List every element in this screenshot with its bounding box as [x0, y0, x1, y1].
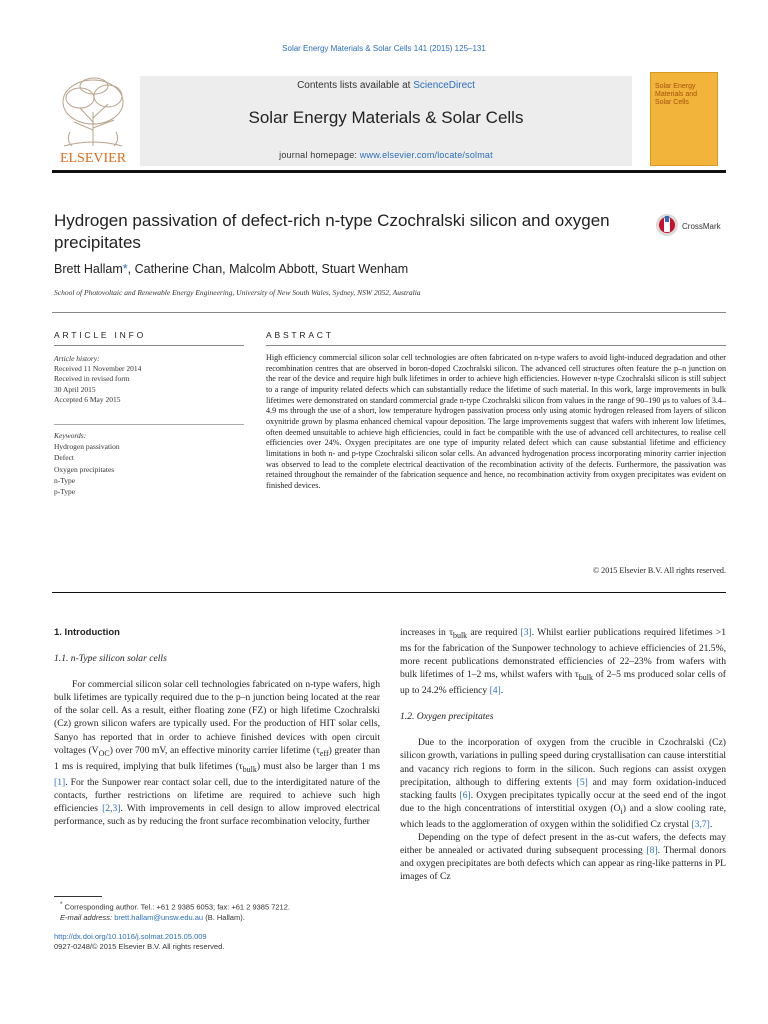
elsevier-logo[interactable]: [50, 72, 136, 168]
author-name[interactable]: Malcolm Abbott: [229, 262, 315, 276]
doi-block: [54, 932, 374, 952]
keyword: n-Type: [54, 475, 76, 485]
corresponding-author-mark[interactable]: *: [122, 262, 128, 276]
reference-link[interactable]: [3]: [520, 627, 532, 638]
publisher-name: ELSEVIER: [59, 151, 127, 166]
reference-link[interactable]: [1]: [54, 776, 66, 788]
text-run: .: [709, 818, 713, 830]
text-run: Due to the incorporation of oxygen from the crucible in Czochralski (Cz) silicon growth, variations in pulling speed during crystallisation can cause interstitial and vacancy rich regions to form in the silicon. Such regions can assist oxygen precipitation, although to differing extents: [400, 737, 726, 788]
email-link[interactable]: brett.hallam@unsw.edu.au: [114, 912, 204, 922]
abstract-text: High efficiency commercial silicon solar cell technologies are often fabricated on n-type wafers to avoid light-induced degradation and other recombination centres that are observed in boron-doped Czochralski silicon. The advanced cell structures often feature the p–n junction on the rear of the device and require high bulk lifetimes in order to achieve high efficiencies. However n-type Czochralski silicon is still subject to a range of impurity related defects which can substantially reduce the lifetime of such material. In this work, large improvements in bulk lifetimes were demonstrated on standard commercial grade n-type Czochralski silicon from values in the range of 90–190 μs to values of 3.4–4.9 ms through the use of a short, low temperature hydrogen passivation process only using atomic hydrogen released from layers of silicon oxynitride grown by plasma enhanced chemical vapour deposition. The large improvements suggest that wafers with inherent low lifetimes, often deemed unsuitable to achieve high efficiencies, could in fact be compatible with the use of advanced cell architectures, to realise cell efficiencies over 24%. Oxygen precipitates are one type of impurity related defect which can cause substantial lifetime and efficiency limitations in both n- and p-type Czochralski silicon solar cells. An advanced hydrogenation process incorporating minority carrier injection was observed to lead to the complete electrical deactivation of the recombination activity of the defects. Furthermore, the passivation was retained throughout the remainder of the fabrication sequence and hence, no recombination activity from oxygen precipitates was evident on finished devices.: [266, 353, 726, 490]
section-heading: 1. Introduction: [54, 627, 120, 638]
body-paragraph: [400, 831, 726, 883]
text-run: ) greater than 1 ms is required, implying that bulk lifetimes (τ: [54, 744, 381, 772]
reference-link[interactable]: [5]: [576, 776, 588, 788]
body-column-left: [54, 626, 380, 828]
subscript: eff: [319, 748, 329, 758]
keyword: p-Type: [54, 487, 76, 497]
subscript: bulk: [452, 630, 468, 640]
journal-title: Solar Energy Materials & Solar Cells: [248, 108, 524, 127]
subscript: bulk: [578, 673, 594, 683]
article-info-rule: [54, 345, 244, 346]
text-run: are required: [467, 627, 521, 638]
crossmark-badge[interactable]: [654, 212, 734, 238]
subsection-heading: 1.1. n-Type silicon solar cells: [54, 653, 167, 665]
abstract-copyright: © 2015 Elsevier B.V. All rights reserved.: [592, 566, 726, 575]
footnote-contact: Corresponding author. Tel.: +61 2 9385 6053; fax: +61 2 9385 7212.: [62, 902, 290, 912]
history-entry: Accepted 6 May 2015: [54, 394, 121, 404]
text-run: . Oxygen precipitates typically occur at the seed end of the ingot due to the high concentrations of interstitial oxygen (O: [400, 789, 726, 814]
body-paragraph: [54, 678, 380, 828]
journal-citation[interactable]: Solar Energy Materials & Solar Cells 141 (2015) 125–131: [282, 44, 486, 53]
footnote-rule: [54, 896, 102, 897]
footnote-mark: *: [60, 901, 63, 908]
crossmark-icon: [654, 212, 734, 238]
homepage-prefix: journal homepage:: [279, 150, 360, 160]
article-title: Hydrogen passivation of defect-rich n-type Czochralski silicon and oxygen precipitates: [54, 211, 610, 252]
history-entry: Received 11 November 2014: [54, 364, 142, 374]
email-label: E-mail address:: [60, 912, 115, 922]
reference-link[interactable]: [8]: [646, 845, 658, 857]
history-entry: Received in revised form: [54, 374, 130, 384]
homepage-link[interactable]: www.elsevier.com/locate/solmat: [359, 150, 493, 160]
history-entry: 30 April 2015: [54, 384, 96, 394]
reference-link[interactable]: [3,7]: [691, 818, 710, 830]
body-paragraph: [400, 736, 726, 831]
keyword: Oxygen precipitates: [54, 464, 115, 474]
body-rule: [52, 592, 726, 593]
abstract-rule: [266, 345, 726, 346]
crossmark-label: CrossMark: [682, 222, 721, 231]
text-run: . With improvements in cell design to allow improved electrical performance, such as by reducing the front surface recombination velocity, further: [54, 802, 381, 827]
email-suffix: (B. Hallam).: [203, 912, 245, 922]
cover-title: Solar Energy Materials and Solar Cells: [655, 83, 698, 106]
text-run: Depending on the type of defect present in the as-cut wafers, the defects may either be annealed or activated during subsequent processing: [400, 831, 726, 857]
keywords-rule: [54, 424, 244, 425]
reference-link[interactable]: [4]: [489, 685, 501, 697]
text-run: ) and a slow cooling rate, which leads to the agglomeration of oxygen within the solidified Cz crystal: [400, 802, 726, 830]
author-name[interactable]: Stuart Wenham: [321, 262, 409, 276]
reference-link[interactable]: [2,3]: [102, 802, 121, 814]
text-run: For commercial silicon solar cell technologies fabricated on n-type wafers, high bulk lifetimes are typically required due to the p–n junction being located at the rear of the solar cell. As a result, either floating zone (FZ) or high lifetime Czochralski (Cz) grown silicon wafers are typically used. For the production of HIT solar cells, Sanyo has reported that in order to achieve finished devices with open circuit voltages (V: [54, 679, 380, 756]
keywords-heading: Keywords:: [54, 431, 87, 440]
text-run: . Thermal donors and oxygen precipitates are both defects which can appear as ring-like patterns in PL images of Cz: [400, 845, 726, 883]
contents-line: [140, 80, 632, 91]
subscript: bulk: [242, 764, 257, 774]
subscript: i: [620, 806, 623, 816]
reference-link[interactable]: [6]: [459, 789, 471, 801]
body-paragraph: [400, 626, 726, 697]
sciencedirect-link[interactable]: ScienceDirect: [413, 80, 475, 91]
keyword: Defect: [54, 453, 74, 463]
header-rule: [52, 170, 726, 173]
body-column-right: [400, 626, 726, 883]
issn-line: 0927-0248/© 2015 Elsevier B.V. All rights reserved.: [54, 942, 225, 951]
author-name[interactable]: Brett Hallam: [54, 262, 123, 276]
journal-homepage: [140, 150, 632, 160]
text-run: ) must also be larger than 1 ms: [256, 760, 380, 772]
author-name[interactable]: Catherine Chan: [134, 262, 223, 276]
text-run: ) over 700 mV, an effective minority carrier lifetime (τ: [109, 744, 320, 756]
title-rule: [52, 312, 726, 313]
text-run: of 2–5 ms produced solar cells of up to 24.2% efficiency: [400, 669, 726, 697]
keywords: [54, 430, 244, 497]
elsevier-tree-icon: [50, 72, 136, 168]
subsection-heading: 1.2. Oxygen precipitates: [400, 711, 494, 723]
keyword: Hydrogen passivation: [54, 442, 120, 452]
text-run: and may form oxidation-induced stacking faults: [400, 776, 726, 801]
text-run: .: [500, 685, 504, 697]
journal-cover-thumbnail[interactable]: [650, 72, 718, 166]
author-affiliation: School of Photovoltaic and Renewable Energy Engineering, University of New South Wales, Sydney, NSW 2052, Australia: [54, 288, 421, 297]
author-list: Brett Hallam*, Catherine Chan, Malcolm Abbott, Stuart Wenham: [54, 262, 409, 276]
contents-prefix: Contents lists available at: [297, 80, 414, 91]
doi-link[interactable]: http://dx.doi.org/10.1016/j.solmat.2015.05.009: [54, 932, 207, 941]
text-run: . Whilst earlier publications required lifetimes >1 ms for the fabrication of the Sunpower technology to achieve efficiencies of 21.5%, more recent publications demonstrated efficiencies of 22–23% from wafers with bulk lifetimes of 1–2 ms, whilst wafers with τ: [400, 627, 727, 681]
article-history: [54, 354, 244, 405]
text-run: . For the Sunpower rear contact solar cell, due to the interdigitated nature of the contacts, further restrictions on lifetime are required to achieve such high efficiencies: [54, 776, 380, 814]
abstract-heading: ABSTRACT: [266, 330, 334, 340]
subscript: OC: [98, 748, 110, 758]
text-run: increases in τ: [400, 627, 453, 638]
history-heading: Article history:: [54, 354, 100, 363]
article-info-heading: ARTICLE INFO: [54, 330, 147, 340]
corresponding-author-footnote: [60, 900, 380, 923]
